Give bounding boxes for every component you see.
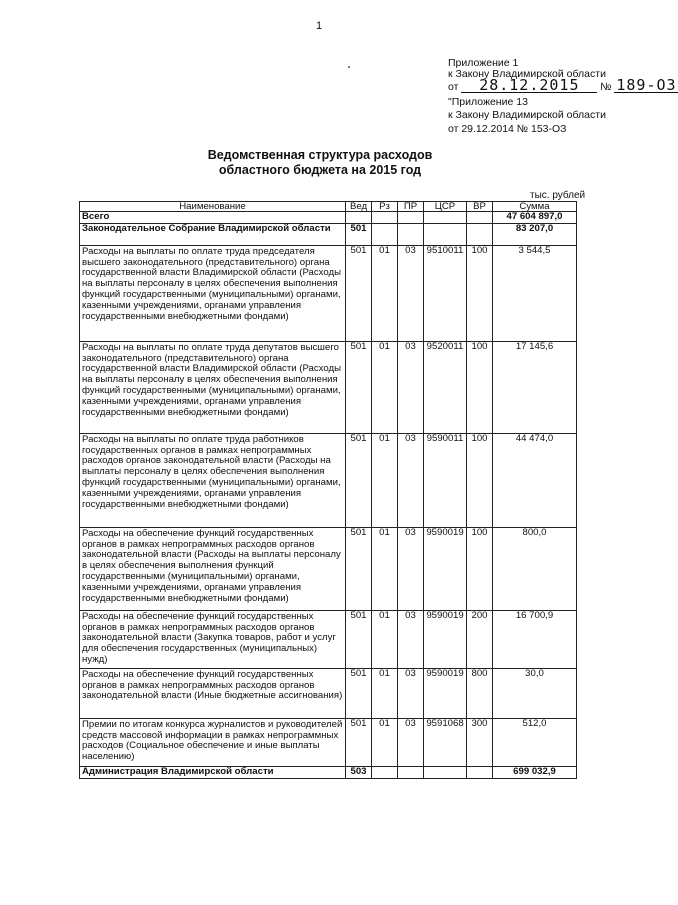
row-name: Премии по итогам конкурса журналистов и руководителей средств массовой информации в рамках непрограммных расходов (Социальное обеспечение и иные выплаты населению) [80, 718, 346, 766]
scan-speck [348, 66, 350, 68]
table-row [80, 245, 577, 341]
row-pr: 03 [398, 527, 424, 610]
row-pr [398, 223, 424, 245]
row-csr: 9590019 [424, 610, 467, 668]
row-vr [467, 223, 493, 245]
row-name: Администрация Владимирской области [80, 766, 346, 778]
row-pr: 03 [398, 245, 424, 341]
row-pr [398, 212, 424, 224]
row-csr: 9591068 [424, 718, 467, 766]
document-title-line-2: областного бюджета на 2015 год [218, 163, 422, 177]
header-pr: ПР [398, 202, 424, 212]
row-rz: 01 [372, 668, 398, 718]
row-csr: 9590019 [424, 668, 467, 718]
row-sum: 699 032,9 [493, 766, 577, 778]
row-ved: 501 [346, 433, 372, 527]
row-csr: 9520011 [424, 341, 467, 433]
row-rz: 01 [372, 610, 398, 668]
row-vr: 200 [467, 610, 493, 668]
table-row [80, 341, 577, 433]
row-sum: 17 145,6 [493, 341, 577, 433]
row-name: Расходы на обеспечение функций государственных органов в рамках непрограммных расходов органов законодательной власти (Расходы на выплаты персоналу в целях обеспечения выполнения функций государственными (муниципальными) органами, казенными учреждениями, органами управления государственными внебюджетными фондами) [80, 527, 346, 610]
row-vr: 100 [467, 527, 493, 610]
row-sum: 44 474,0 [493, 433, 577, 527]
annex-line-5: к Закону Владимирской области [448, 109, 606, 121]
annex-handwritten-number: 189-ОЗ [616, 76, 677, 94]
row-ved: 503 [346, 766, 372, 778]
row-sum: 83 207,0 [493, 223, 577, 245]
annex-number-prefix: № [600, 81, 612, 93]
row-ved [346, 212, 372, 224]
row-ved: 501 [346, 223, 372, 245]
row-vr: 300 [467, 718, 493, 766]
units-label: тыс. рублей [530, 190, 586, 201]
row-vr [467, 212, 493, 224]
row-csr [424, 212, 467, 224]
row-csr [424, 223, 467, 245]
table-row [80, 668, 577, 718]
header-rz: Рз [372, 202, 398, 212]
row-name: Расходы на выплаты по оплате труда председателя высшего законодательного (представительного) органа государственной власти Владимирской области (Расходы на выплаты персоналу в целях обеспечения выполнения функций государственными (муниципальными) органами, казенными учреждениями, органами управления государственными внебюджетными фондами) [80, 245, 346, 341]
page-number: 1 [316, 20, 323, 32]
row-sum: 3 544,5 [493, 245, 577, 341]
row-vr [467, 766, 493, 778]
table-row-total [80, 212, 577, 224]
expenditure-table [79, 201, 577, 779]
row-pr: 03 [398, 341, 424, 433]
annex-line-4: "Приложение 13 [448, 96, 528, 108]
row-vr: 100 [467, 245, 493, 341]
table-row [80, 433, 577, 527]
row-name: Расходы на выплаты по оплате труда депутатов высшего законодательного (представительного) органа государственной власти Владимирской области (Расходы на выплаты персоналу в целях обеспечения выполнения функций государственными (муниципальными) органами, казенными учреждениями, органами управления государственными внебюджетными фондами) [80, 341, 346, 433]
row-ved: 501 [346, 245, 372, 341]
row-pr [398, 766, 424, 778]
row-vr: 100 [467, 341, 493, 433]
row-rz [372, 223, 398, 245]
row-csr: 9510011 [424, 245, 467, 341]
row-ved: 501 [346, 341, 372, 433]
table-row-organization [80, 766, 577, 778]
header-sum: Сумма [493, 202, 577, 212]
row-vr: 800 [467, 668, 493, 718]
row-sum: 512,0 [493, 718, 577, 766]
row-rz [372, 766, 398, 778]
header-csr: ЦСР [424, 202, 467, 212]
row-pr: 03 [398, 610, 424, 668]
annex-handwritten-date: 28.12.2015 [461, 79, 597, 93]
annex-line-6: от 29.12.2014 № 153-ОЗ [448, 123, 567, 135]
row-rz: 01 [372, 341, 398, 433]
annex-line-1: Приложение 1 [448, 57, 519, 69]
row-ved: 501 [346, 527, 372, 610]
row-pr: 03 [398, 668, 424, 718]
row-csr: 9590019 [424, 527, 467, 610]
annex-date-prefix: от [448, 81, 459, 93]
row-sum: 47 604 897,0 [493, 212, 577, 224]
header-name: Наименование [80, 202, 346, 212]
header-vr: ВР [467, 202, 493, 212]
row-name: Расходы на обеспечение функций государственных органов в рамках непрограммных расходов органов законодательной власти (Иные бюджетные ассигнования) [80, 668, 346, 718]
annex-line-2: к Закону Владимирской области [448, 68, 606, 80]
row-name: Расходы на обеспечение функций государственных органов в рамках непрограммных расходов органов законодательной власти (Закупка товаров, работ и услуг для обеспечения государственных (муниципальных) нужд) [80, 610, 346, 668]
row-ved: 501 [346, 718, 372, 766]
row-csr [424, 766, 467, 778]
row-name: Расходы на выплаты по оплате труда работников государственных органов в рамках непрограммных расходов органов законодательной власти (Расходы на выплаты персоналу в целях обеспечения выполнения функций государственными (муниципальными) органами, казенными учреждениями, органами управления государственными внебюджетными фондами) [80, 433, 346, 527]
row-name: Законодательное Собрание Владимирской области [80, 223, 346, 245]
annex-line-3 [448, 76, 678, 94]
table-header-row [80, 202, 577, 212]
row-pr: 03 [398, 433, 424, 527]
row-sum: 30,0 [493, 668, 577, 718]
table-row [80, 527, 577, 610]
row-vr: 100 [467, 433, 493, 527]
table-row-organization [80, 223, 577, 245]
row-csr: 9590011 [424, 433, 467, 527]
row-sum: 16 700,9 [493, 610, 577, 668]
row-rz: 01 [372, 718, 398, 766]
document-title-line-1: Ведомственная структура расходов [207, 148, 433, 162]
row-ved: 501 [346, 668, 372, 718]
header-ved: Вед [346, 202, 372, 212]
row-pr: 03 [398, 718, 424, 766]
table-row [80, 718, 577, 766]
row-name: Всего [80, 212, 346, 224]
table-row [80, 610, 577, 668]
row-rz: 01 [372, 433, 398, 527]
row-rz [372, 212, 398, 224]
row-ved: 501 [346, 610, 372, 668]
row-rz: 01 [372, 245, 398, 341]
row-sum: 800,0 [493, 527, 577, 610]
row-rz: 01 [372, 527, 398, 610]
